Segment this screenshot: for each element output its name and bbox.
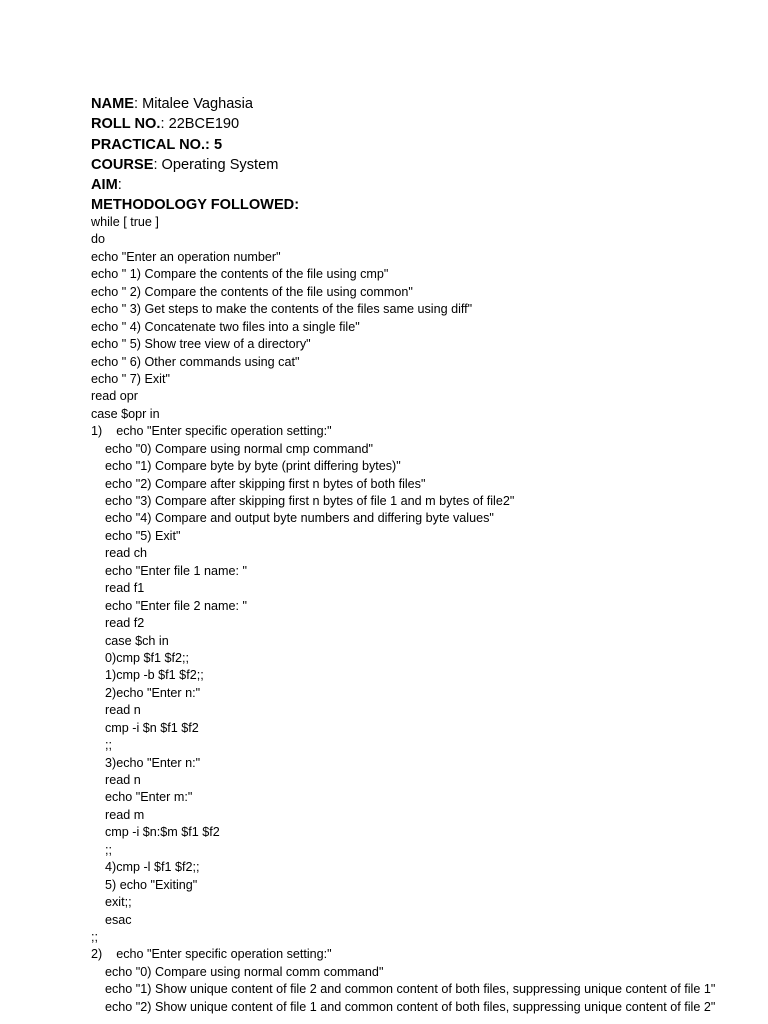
code-line: exit;;	[91, 895, 132, 910]
code-line: read n	[91, 773, 141, 787]
course-line	[91, 155, 751, 175]
practical-line	[91, 135, 751, 155]
code-line: do	[91, 232, 106, 247]
code-line: echo "2) Show unique content of file 1 and common content of both files, suppressing unique content of file 2"	[91, 999, 716, 1014]
code-line: echo " 3) Get steps to make the contents of the files same using diff"	[91, 302, 473, 317]
code-line: read f1	[91, 581, 145, 596]
roll-value: : 22BCE190	[160, 116, 240, 133]
methodology-line	[91, 195, 751, 215]
code-line: 1) echo "Enter specific operation setting:"	[91, 424, 332, 439]
code-line: echo " 5) Show tree view of a directory"	[91, 337, 311, 352]
aim-value: :	[117, 177, 122, 194]
code-line: echo "Enter file 1 name: "	[91, 563, 247, 578]
code-line: echo "5) Exit"	[91, 528, 181, 543]
code-line: while [ true ]	[91, 215, 159, 229]
code-line: ;;	[91, 738, 112, 753]
aim-label: AIM	[91, 177, 118, 194]
code-line: 2) echo "Enter specific operation setting:"	[91, 947, 332, 962]
code-line: echo "1) Compare byte by byte (print differing bytes)"	[91, 459, 401, 474]
code-line: read n	[91, 703, 141, 718]
document-header	[91, 94, 751, 216]
aim-line	[91, 175, 751, 195]
code-line: echo "Enter an operation number"	[91, 249, 281, 264]
code-line: case $opr in	[91, 406, 160, 421]
name-line	[91, 94, 751, 114]
code-line: echo "2) Compare after skipping first n bytes of both files"	[91, 476, 426, 491]
roll-line	[91, 114, 751, 134]
code-line: echo "4) Compare and output byte numbers and differing byte values"	[91, 511, 494, 526]
code-line: ;;	[91, 929, 98, 944]
code-line: read f2	[91, 616, 145, 631]
course-label: COURSE	[91, 156, 154, 173]
code-line: 4)cmp -l $f1 $f2;;	[91, 860, 200, 875]
code-line: echo " 2) Compare the contents of the file using common"	[91, 284, 413, 299]
name-label: NAME	[91, 96, 134, 112]
course-value: : Operating System	[153, 156, 279, 173]
code-line: read ch	[91, 546, 148, 561]
code-line: echo "3) Compare after skipping first n bytes of file 1 and m bytes of file2"	[91, 494, 515, 508]
code-line: 3)echo "Enter n:"	[91, 755, 201, 770]
code-line: echo " 1) Compare the contents of the file using cmp"	[91, 267, 389, 282]
code-line: esac	[91, 912, 132, 927]
methodology-label: METHODOLOGY FOLLOWED:	[91, 197, 300, 214]
code-line: echo " 6) Other commands using cat"	[91, 354, 300, 369]
code-line: cmp -i $n:$m $f1 $f2	[91, 825, 220, 840]
roll-label: ROLL NO.	[91, 116, 161, 133]
code-line: read m	[91, 807, 145, 822]
code-line: ;;	[91, 842, 112, 857]
code-line: echo "1) Show unique content of file 2 and common content of both files, suppressing unique content of file 1"	[91, 982, 716, 997]
code-line: 5) echo "Exiting"	[91, 877, 198, 892]
code-line: echo " 4) Concatenate two files into a single file"	[91, 319, 360, 334]
code-line: cmp -i $n $f1 $f2	[91, 720, 199, 735]
code-line: echo "Enter m:"	[91, 790, 193, 805]
code-line: 2)echo "Enter n:"	[91, 685, 201, 700]
code-line: echo "Enter file 2 name: "	[91, 598, 247, 613]
code-line: 0)cmp $f1 $f2;;	[91, 650, 189, 665]
name-value: : Mitalee Vaghasia	[133, 96, 253, 112]
code-block	[91, 214, 761, 1016]
practical-label: PRACTICAL NO.: 5	[91, 136, 223, 153]
code-line: echo "0) Compare using normal cmp command"	[91, 441, 373, 456]
code-line: read opr	[91, 389, 138, 404]
code-line: 1)cmp -b $f1 $f2;;	[91, 668, 204, 683]
code-line: echo "0) Compare using normal comm command"	[91, 964, 384, 979]
code-line: case $ch in	[91, 633, 169, 648]
code-line: echo " 7) Exit"	[91, 371, 170, 386]
